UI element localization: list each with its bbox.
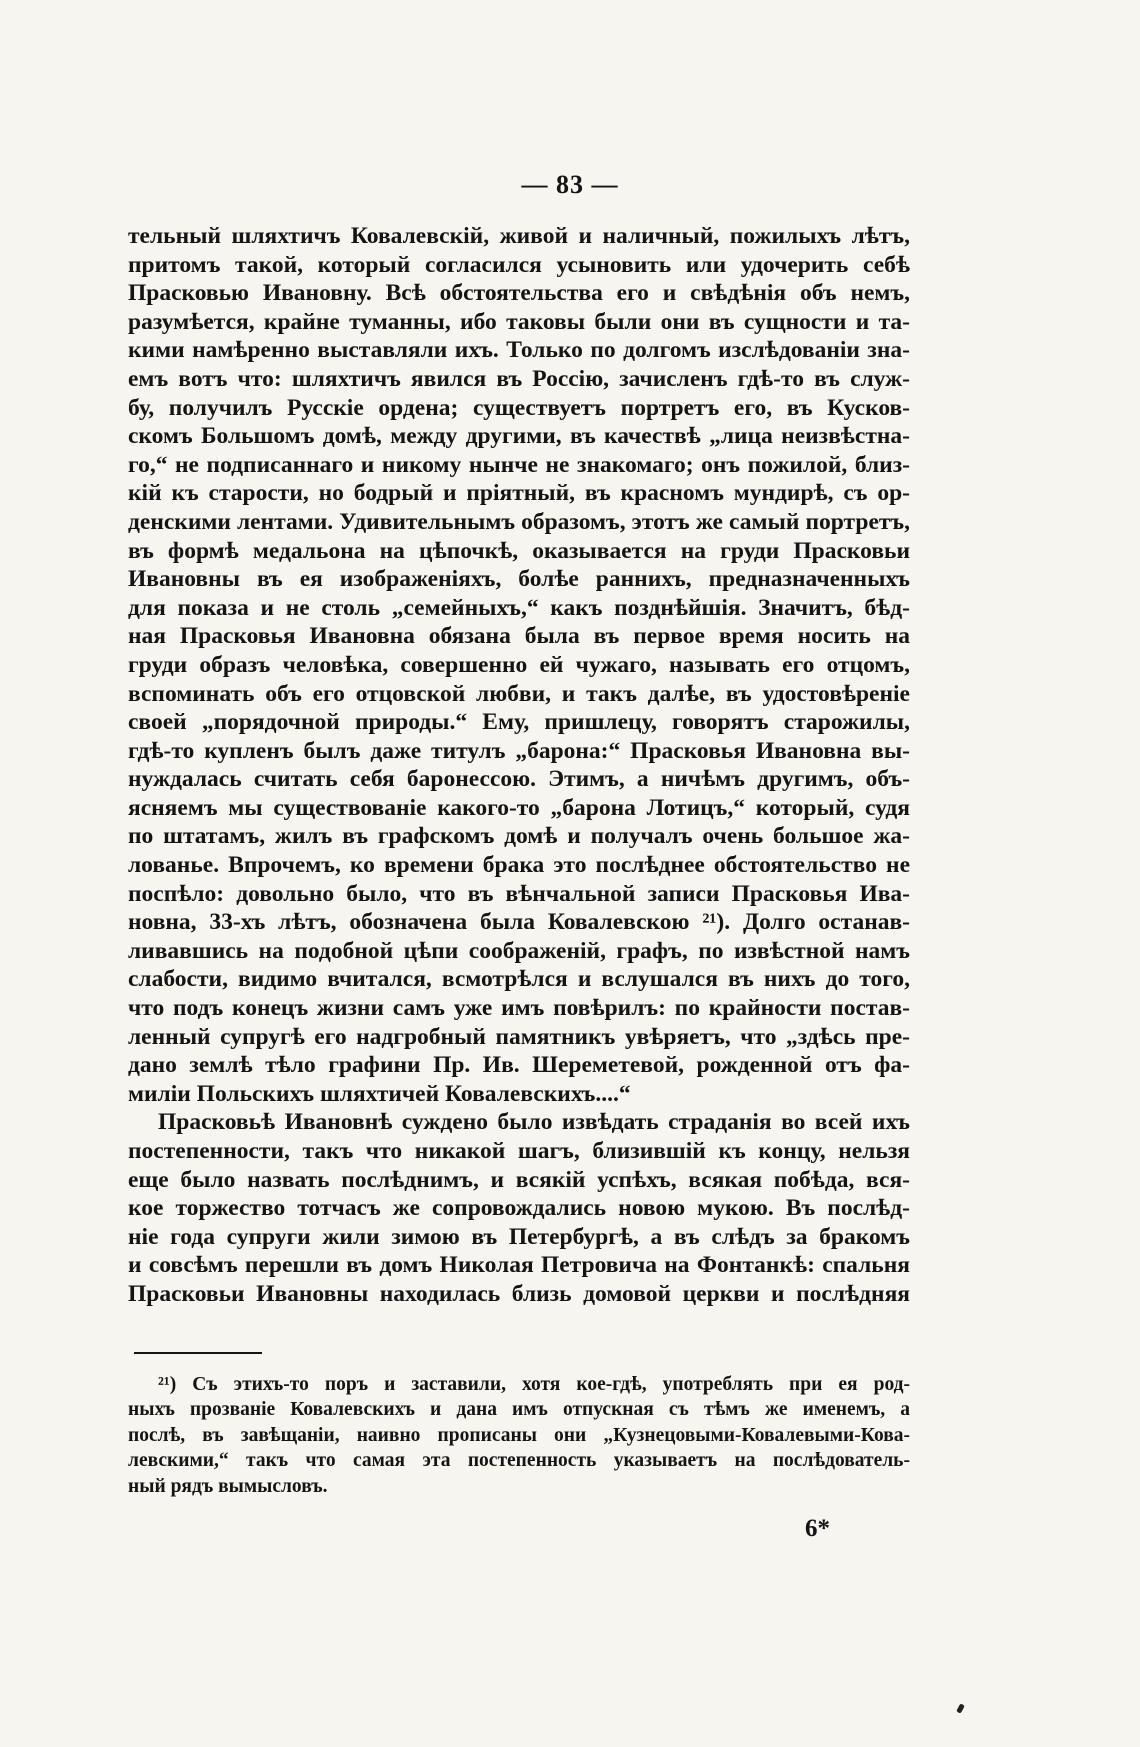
text-line: вспоминать объ его отцовской любви, и такъ далѣе, въ удостовѣреніе [128,680,910,707]
text-line: лованье. Впрочемъ, ко времени брака это послѣднее обстоятельство не [128,852,910,879]
text-line: ніе года супруги жили зимою въ Петербургѣ, а въ слѣдъ за бракомъ [128,1223,910,1250]
ink-speck [956,1703,965,1713]
text-line: го,“ не подписаннаго и никому нынче не знакомаго; онъ пожилой, близ- [128,451,910,478]
text-line: постепенности, такъ что никакой шагъ, близившій къ концу, нельзя [128,1138,910,1164]
text-line: своей „порядочной природы.“ Ему, пришлецу, говорятъ старожилы, [128,709,910,736]
text-line: и совсѣмъ перешли въ домъ Николая Петровича на Фонтанкѣ: спальня [128,1252,910,1279]
text-line: Ивановны въ ея изображеніяхъ, болѣе раннихъ, предназначенныхъ [128,566,910,593]
text-line: кими намѣренно выставляли ихъ. Только по долгомъ изслѣдованіи зна- [128,337,910,364]
text-line: кій къ старости, но бодрый и пріятный, въ красномъ мундирѣ, съ ор- [128,480,910,507]
text-line: ная Прасковья Ивановна обязана была въ первое время носить на [128,623,910,650]
footnote-line: ныхъ прозваніе Ковалевскихъ и дана имъ отпускная съ тѣмъ же именемъ, а [128,1399,910,1421]
text-line: гдѣ-то купленъ былъ даже титулъ „барона:“ Прасковья Ивановна вы- [128,737,910,764]
footnote-divider [134,1352,262,1354]
text-line: притомъ такой, который согласился усыновить или удочерить себѣ [128,251,910,278]
footnote-line: послѣ, въ завѣщаніи, наивно прописаны они „Кузнецовыми-Ковалевыми-Кова- [128,1424,910,1446]
page-number: — 83 — [521,170,619,199]
text-line: кое торжество тотчасъ же сопровождались новою мукою. Въ послѣд- [128,1195,910,1222]
text-line: бу, получилъ Русскіе ордена; существуетъ портретъ его, въ Кусков- [128,394,910,421]
text-line: нуждалась считать себя баронессою. Этимъ, а ничѣмъ другимъ, объ- [128,766,910,793]
text-line: разумѣется, крайне туманны, ибо таковы были они въ сущности и та- [128,308,910,335]
text-line: ленный супругѣ его надгробный памятникъ увѣряетъ, что „здѣсь пре- [128,1023,910,1050]
text-line: ливавшись на подобной цѣпи соображеній, графъ, по извѣстной намъ [128,937,910,964]
text-line: слабости, видимо вчитался, всмотрѣлся и вслушался въ нихъ до того, [128,966,910,993]
text-line: поспѣло: довольно было, что въ вѣнчальной записи Прасковья Ива- [128,880,910,907]
text-line: въ формѣ медальона на цѣпочкѣ, оказывается на груди Прасковьи [128,537,910,564]
text-line: скомъ Большомъ домѣ, между другими, въ качествѣ „лица неизвѣстна- [128,423,910,450]
footnote-line: ²¹) Съ этихъ-то поръ и заставили, хотя кое-гдѣ, употреблять при ея род- [158,1374,910,1395]
footnote-line: ный рядъ вымысловъ. [128,1475,328,1497]
text-line: что подъ конецъ жизни самъ уже имъ повѣрилъ: по крайности постав- [128,995,910,1022]
text-line: для показа и не столь „семейныхъ,“ какъ позднѣйшія. Значитъ, бѣд- [128,594,910,621]
text-line: дано землѣ тѣло графини Пр. Ив. Шереметевой, рожденной отъ фа- [128,1052,910,1079]
body-text [128,222,910,1309]
text-line: Прасковьи Ивановны находилась близь домовой церкви и послѣдняя [128,1280,910,1307]
text-line: Прасковьѣ Ивановнѣ суждено было извѣдать страданія во всей ихъ [158,1109,910,1136]
text-line: по штатамъ, жилъ въ графскомъ домѣ и получалъ очень большое жа- [128,823,910,850]
text-line: емъ вотъ что: шляхтичъ явился въ Россію, зачисленъ гдѣ-то въ служ- [128,365,910,392]
text-line: денскими лентами. Удивительнымъ образомъ, этотъ же самый портретъ, [128,508,910,535]
text-line: груди образъ человѣка, совершенно ей чужаго, называть его отцомъ, [128,651,910,678]
text-line: тельный шляхтичъ Ковалевскій, живой и наличный, пожилыхъ лѣтъ, [128,223,910,249]
text-line: еще было назвать послѣднимъ, и всякій успѣхъ, всякая побѣда, вся- [128,1166,910,1193]
footnote [128,1372,910,1499]
text-line: Прасковью Ивановну. Всѣ обстоятельства его и свѣдѣнія объ немъ, [128,280,910,307]
signature-mark: 6* [805,1515,830,1542]
text-line: миліи Польскихъ шляхтичей Ковалевскихъ....“ [128,1080,631,1107]
footnote-line: левскими,“ такъ что самая эта постепенность указываетъ на послѣдователь- [128,1450,910,1472]
text-line: ясняемъ мы существованіе какого-то „барона Лотицъ,“ который, судя [128,794,910,821]
text-line: новна, 33-хъ лѣтъ, обозначена была Ковалевскою ²¹). Долго останав- [128,909,910,936]
